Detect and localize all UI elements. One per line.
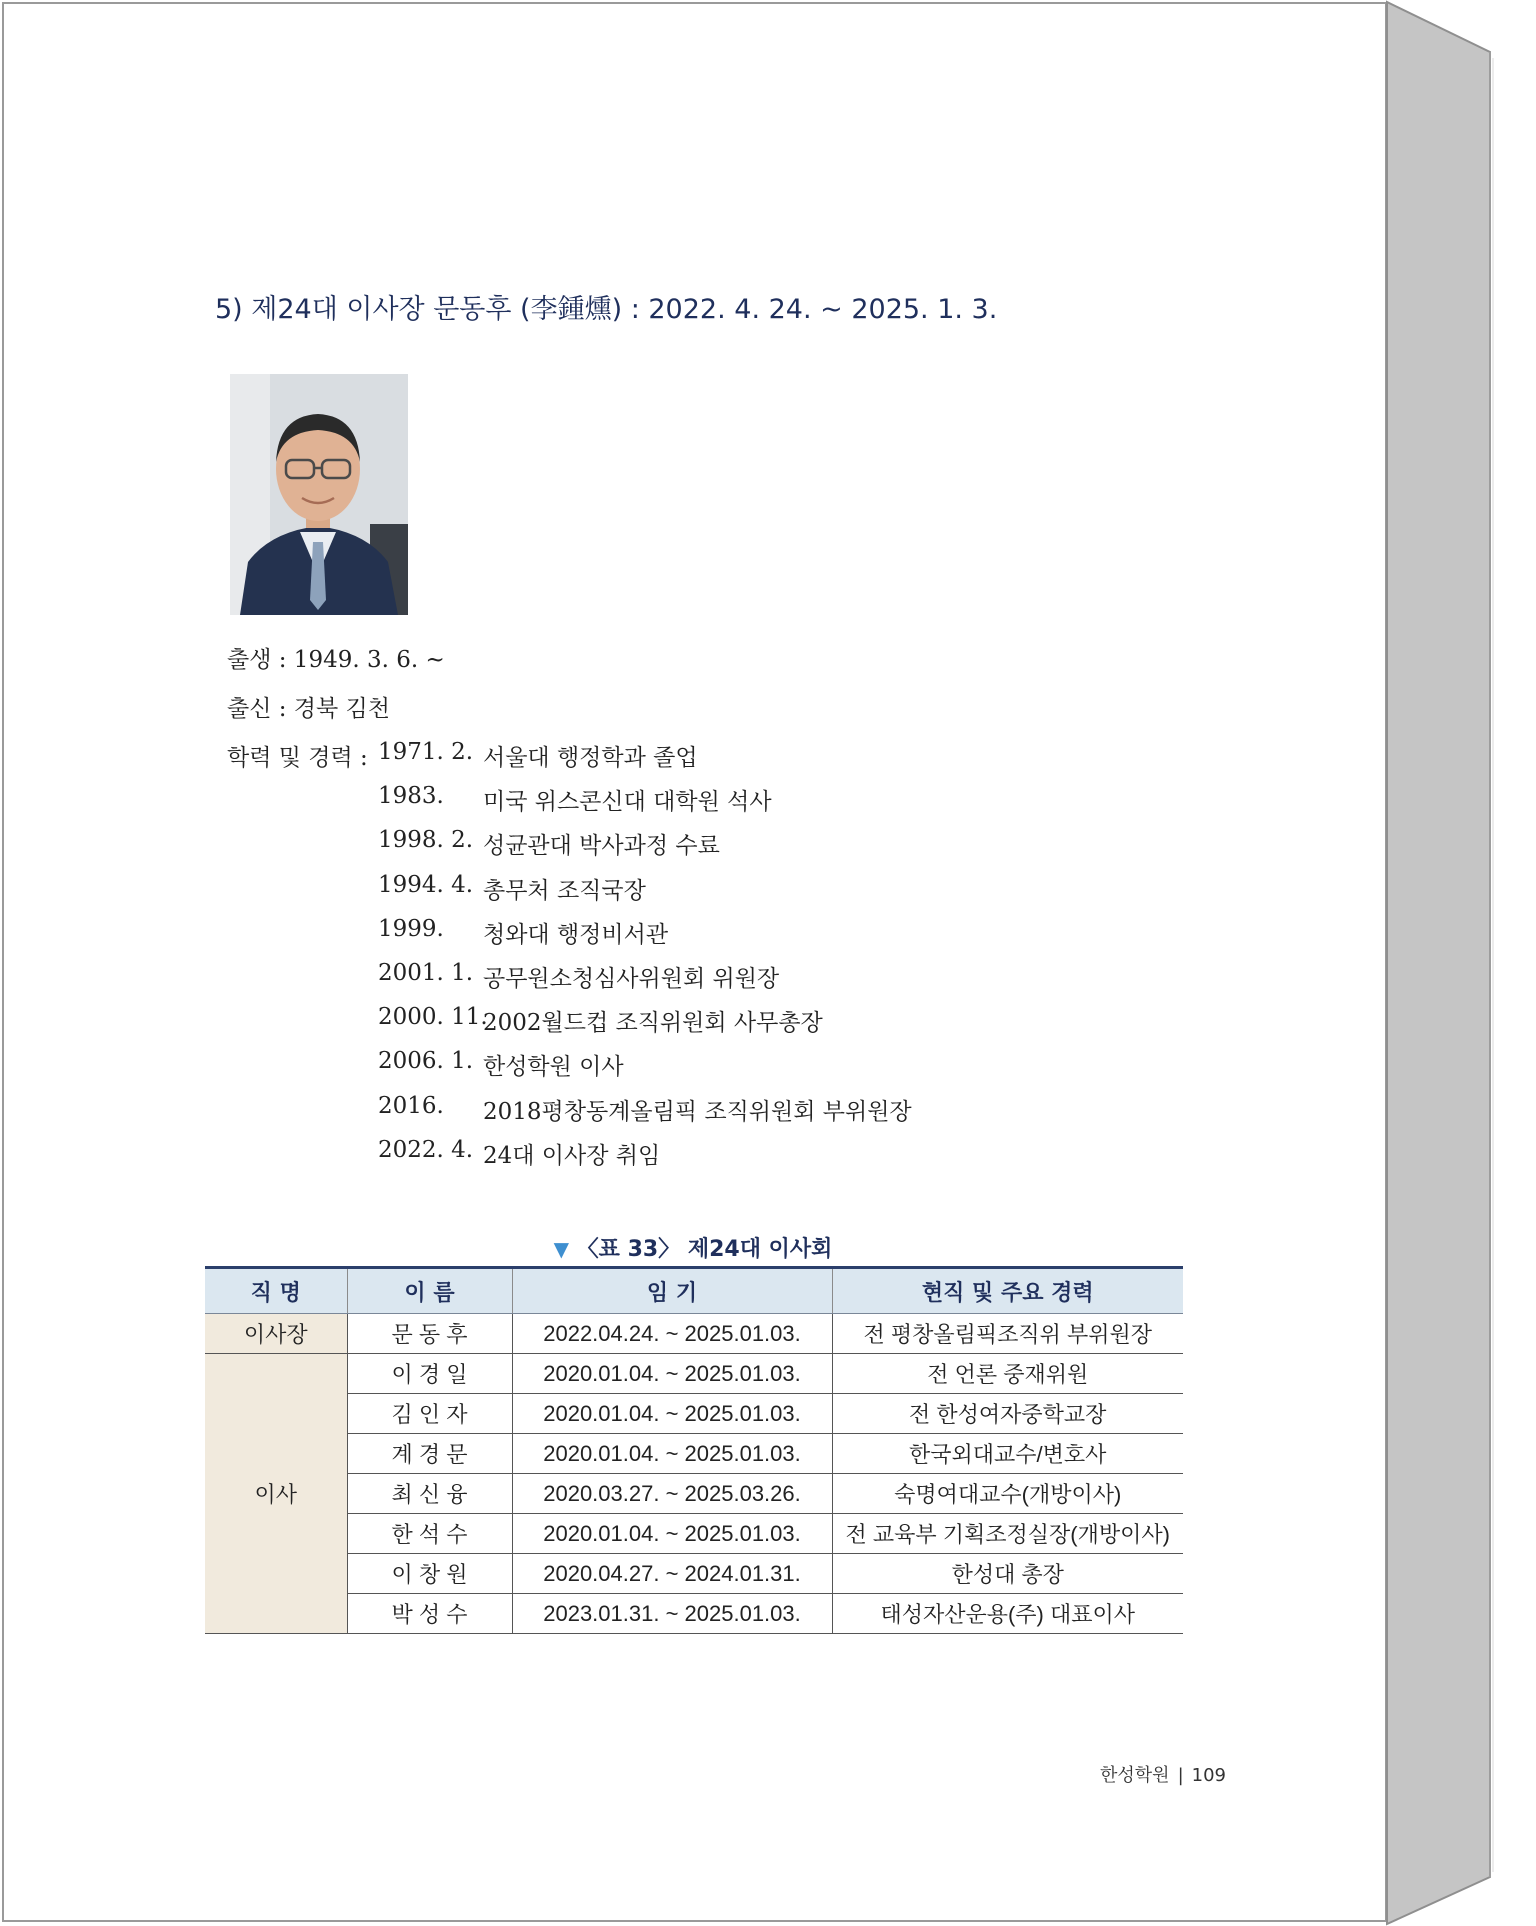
cell-term: 2023.01.31. ~ 2025.01.03. xyxy=(512,1594,832,1634)
table-row xyxy=(205,1434,1183,1474)
cell-name: 문 동 후 xyxy=(347,1314,512,1354)
table-header-row xyxy=(205,1268,1183,1314)
career-desc: 24대 이사장 취임 xyxy=(483,1143,661,1169)
cell-term: 2022.04.24. ~ 2025.01.03. xyxy=(512,1314,832,1354)
bio-birth: 출생 : 1949. 3. 6. ~ xyxy=(227,647,445,673)
career-desc: 미국 위스콘신대 대학원 석사 xyxy=(483,789,772,815)
table-row xyxy=(205,1314,1183,1354)
career-year: 1994. 4. xyxy=(378,872,474,898)
cell-term: 2020.03.27. ~ 2025.03.26. xyxy=(512,1474,832,1514)
career-year: 2006. 1. xyxy=(378,1048,474,1074)
portrait-photo xyxy=(230,374,408,615)
cell-name: 최 신 융 xyxy=(347,1474,512,1514)
cell-term: 2020.01.04. ~ 2025.01.03. xyxy=(512,1514,832,1554)
career-desc: 성균관대 박사과정 수료 xyxy=(483,833,720,859)
career-desc: 공무원소청심사위원회 위원장 xyxy=(483,966,780,992)
table-row xyxy=(205,1394,1183,1434)
cell-name: 계 경 문 xyxy=(347,1434,512,1474)
page-number: 109 xyxy=(1191,1765,1226,1786)
cell-name: 한 석 수 xyxy=(347,1514,512,1554)
cell-career: 전 언론 중재위원 xyxy=(832,1354,1183,1394)
table-caption xyxy=(0,1232,1386,1263)
table-row xyxy=(205,1354,1183,1394)
table-row xyxy=(205,1554,1183,1594)
career-year: 2000. 11. xyxy=(378,1004,488,1030)
triangle-down-icon: ▼ xyxy=(553,1237,569,1261)
cell-career: 전 교육부 기획조정실장(개방이사) xyxy=(832,1514,1183,1554)
career-desc: 총무처 조직국장 xyxy=(483,878,646,904)
table-row xyxy=(205,1514,1183,1554)
cell-career: 숙명여대교수(개방이사) xyxy=(832,1474,1183,1514)
cell-term: 2020.01.04. ~ 2025.01.03. xyxy=(512,1434,832,1474)
table-caption-text: 〈표 33〉 제24대 이사회 xyxy=(576,1237,833,1262)
header-career: 현직 및 주요 경력 xyxy=(832,1268,1183,1314)
cell-name: 이 경 일 xyxy=(347,1354,512,1394)
career-desc: 서울대 행정학과 졸업 xyxy=(483,745,698,771)
header-term: 임 기 xyxy=(512,1268,832,1314)
career-year: 1998. 2. xyxy=(378,827,474,853)
cell-career: 태성자산운용(주) 대표이사 xyxy=(832,1594,1183,1634)
cell-term: 2020.01.04. ~ 2025.01.03. xyxy=(512,1354,832,1394)
cell-position: 이사 xyxy=(205,1354,347,1634)
bio-origin: 출신 : 경북 김천 xyxy=(227,696,390,722)
cell-name: 김 인 자 xyxy=(347,1394,512,1434)
cell-term: 2020.04.27. ~ 2024.01.31. xyxy=(512,1554,832,1594)
cell-position: 이사장 xyxy=(205,1314,347,1354)
career-desc: 2018평창동계올림픽 조직위원회 부위원장 xyxy=(483,1099,912,1125)
cell-career: 한성대 총장 xyxy=(832,1554,1183,1594)
section-heading: 5) 제24대 이사장 문동후 (李鍾燻) : 2022. 4. 24. ~ 2025. 1. 3. xyxy=(215,294,998,325)
career-year: 1999. xyxy=(378,916,444,942)
career-year: 2001. 1. xyxy=(378,960,474,986)
career-year: 1983. xyxy=(378,783,444,809)
header-position: 직 명 xyxy=(205,1268,347,1314)
cell-name: 이 창 원 xyxy=(347,1554,512,1594)
career-desc: 2002월드컵 조직위원회 사무총장 xyxy=(483,1010,823,1036)
table-row xyxy=(205,1474,1183,1514)
header-name: 이 름 xyxy=(347,1268,512,1314)
page-footer xyxy=(1100,1761,1226,1787)
career-desc: 청와대 행정비서관 xyxy=(483,922,669,948)
table-row xyxy=(205,1594,1183,1634)
cell-career: 전 한성여자중학교장 xyxy=(832,1394,1183,1434)
cell-name: 박 성 수 xyxy=(347,1594,512,1634)
cell-career: 한국외대교수/변호사 xyxy=(832,1434,1183,1474)
career-year: 2016. xyxy=(378,1093,444,1119)
career-desc: 한성학원 이사 xyxy=(483,1054,624,1080)
career-year: 1971. 2. xyxy=(378,739,474,765)
board-table xyxy=(205,1266,1183,1634)
cell-term: 2020.01.04. ~ 2025.01.03. xyxy=(512,1394,832,1434)
footer-separator: | xyxy=(1177,1765,1184,1786)
bio-career-label: 학력 및 경력 : xyxy=(227,745,368,771)
footer-publisher: 한성학원 xyxy=(1100,1765,1170,1786)
cell-career: 전 평창올림픽조직위 부위원장 xyxy=(832,1314,1183,1354)
career-year: 2022. 4. xyxy=(378,1137,474,1163)
